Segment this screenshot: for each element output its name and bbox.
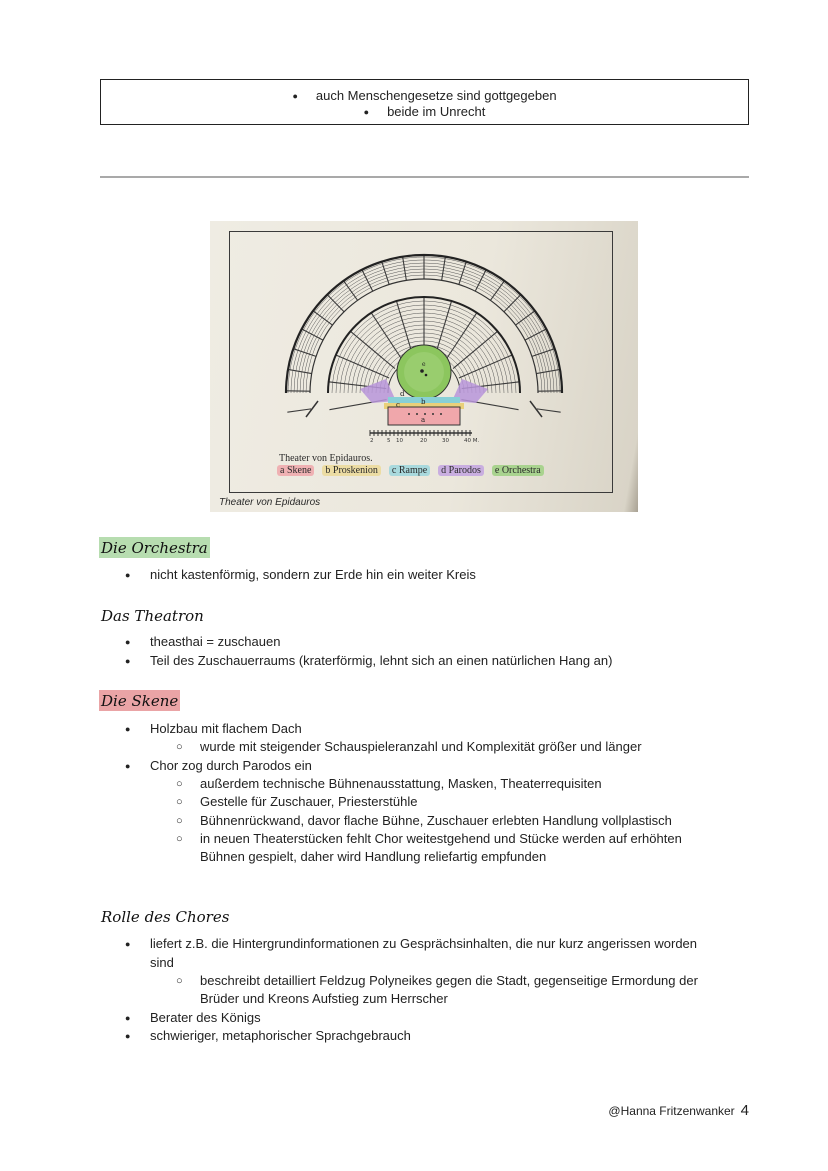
list-item: ● liefert z.B. die Hintergrundinformationen zu Gesprächsinhalten, die nur kurz angerissen worden bbox=[150, 935, 697, 953]
horizontal-divider bbox=[100, 176, 749, 178]
page-number: 4 bbox=[740, 1102, 749, 1119]
scale-label: 10 bbox=[396, 438, 403, 444]
scale-label: 20 bbox=[420, 438, 427, 444]
legend-skene: a Skene bbox=[277, 465, 314, 476]
legend-rampe: c Rampe bbox=[389, 465, 430, 476]
summary-box bbox=[100, 79, 749, 125]
sub-list-item: ○ beschreibt detailliert Feldzug Polyneikes gegen die Stadt, gegenseitige Ermordung der bbox=[200, 972, 698, 990]
diagram-legend bbox=[277, 465, 552, 476]
summary-line: ● beide im Unrecht bbox=[101, 104, 748, 120]
list-item-continuation: sind bbox=[150, 955, 174, 970]
legend-proskenion: b Proskenion bbox=[322, 465, 381, 476]
list-item: ● theasthai = zuschauen bbox=[150, 633, 280, 651]
plan-letter-c: c bbox=[396, 401, 400, 409]
page-footer bbox=[608, 1102, 749, 1119]
scale-label: 40 M. bbox=[464, 438, 480, 444]
scale-label: 2 bbox=[370, 438, 374, 444]
list-item: ● Chor zog durch Parodos ein bbox=[150, 757, 312, 775]
sub-list-item-continuation: Bühnen gespielt, daher wird Handlung reliefartig empfunden bbox=[200, 849, 547, 864]
list-item: ● schwieriger, metaphorischer Sprachgebrauch bbox=[150, 1027, 411, 1045]
heading-skene: Die Skene bbox=[101, 692, 179, 710]
plan-letter-d: d bbox=[400, 390, 405, 398]
scale-label: 5 bbox=[387, 438, 391, 444]
sub-list-item: ○ in neuen Theaterstücken fehlt Chor weitestgehend und Stücke werden auf erhöhten bbox=[200, 830, 682, 848]
sub-list-item-continuation: Brüder und Kreons Aufstieg zum Herrscher bbox=[200, 991, 448, 1006]
list-item: ● Holzbau mit flachem Dach bbox=[150, 720, 302, 738]
figure-caption: Theater von Epidauros bbox=[219, 497, 321, 508]
theater-figure-photo bbox=[210, 221, 638, 512]
sub-list-item: ○ Bühnenrückwand, davor flache Bühne, Zuschauer erlebten Handlung vollplastisch bbox=[200, 812, 672, 830]
heading-theatron: Das Theatron bbox=[101, 607, 204, 625]
list-item: ● Berater des Königs bbox=[150, 1009, 261, 1027]
list-item: ● Teil des Zuschauerraums (kraterförmig, lehnt sich an einen natürlichen Hang an) bbox=[150, 652, 612, 670]
sub-list-item: ○ außerdem technische Bühnenausstattung, Masken, Theaterrequisiten bbox=[200, 775, 602, 793]
sub-list-item: ○ Gestelle für Zuschauer, Priesterstühle bbox=[200, 793, 418, 811]
sub-list-item: ○ wurde mit steigender Schauspieleranzahl und Komplexität größer und länger bbox=[200, 738, 642, 756]
heading-chor: Rolle des Chores bbox=[101, 908, 230, 926]
plan-letter-a: a bbox=[421, 416, 426, 424]
list-item: ● nicht kastenförmig, sondern zur Erde hin ein weiter Kreis bbox=[150, 566, 476, 584]
diagram-title: Theater von Epidauros. bbox=[279, 453, 373, 464]
heading-orchestra: Die Orchestra bbox=[101, 539, 208, 557]
legend-orchestra: e Orchestra bbox=[492, 465, 544, 476]
footer-author: @Hanna Fritzenwanker bbox=[608, 1104, 735, 1118]
plan-letter-b: b bbox=[421, 398, 426, 406]
plan-letter-e: e bbox=[422, 361, 426, 368]
legend-parodos: d Parodos bbox=[438, 465, 484, 476]
scale-label: 30 bbox=[442, 438, 449, 444]
summary-line: ● auch Menschengesetze sind gottgegeben bbox=[101, 88, 748, 104]
